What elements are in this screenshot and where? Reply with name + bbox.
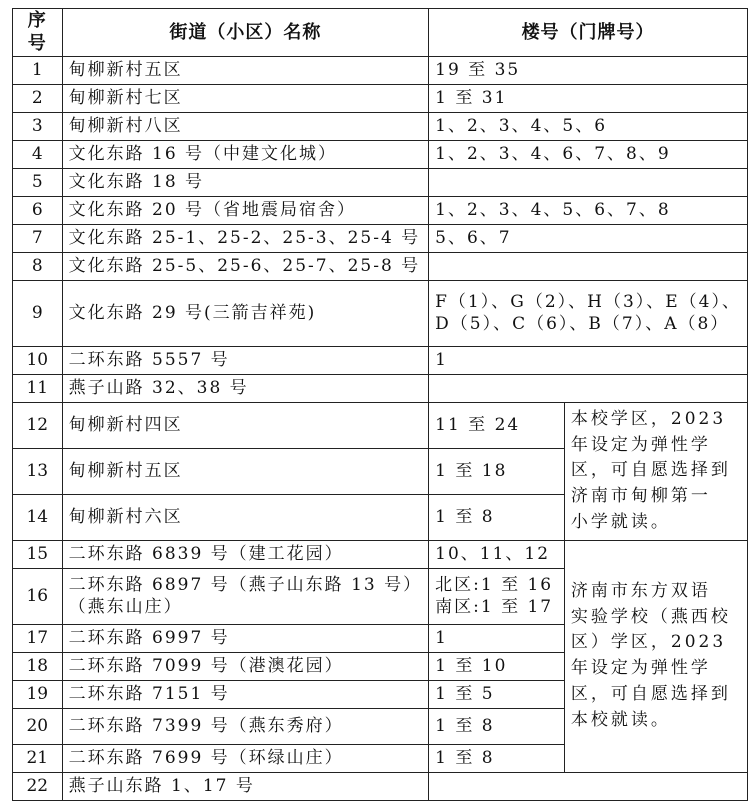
row-index: 13 bbox=[13, 448, 63, 494]
header-index: 序号 bbox=[13, 9, 63, 57]
street-name-line: 文化东路 20 号（省地震局宿舍） bbox=[68, 200, 357, 221]
building-numbers bbox=[429, 652, 565, 680]
building-numbers-line: 1、2、3、4、6、7、8、9 bbox=[435, 144, 671, 165]
street-name-line: 甸柳新村七区 bbox=[68, 88, 183, 109]
street-name-line: 燕子山东路 1、17 号 bbox=[68, 776, 255, 797]
building-numbers bbox=[429, 448, 565, 494]
street-name-line: 文化东路 16 号（中建文化城） bbox=[68, 144, 338, 165]
street-name-line: 甸柳新村八区 bbox=[68, 116, 183, 137]
table-row bbox=[13, 374, 748, 402]
street-name bbox=[62, 280, 429, 346]
street-name bbox=[62, 168, 429, 196]
building-numbers-line: 5、6、7 bbox=[435, 228, 512, 249]
row-index: 18 bbox=[13, 652, 63, 680]
street-name-line: 二环东路 7699 号（环绿山庄） bbox=[68, 748, 344, 769]
street-name bbox=[62, 196, 429, 224]
street-name-line: 文化东路 29 号(三箭吉祥苑) bbox=[68, 303, 317, 324]
table-body bbox=[13, 56, 748, 800]
row-index: 12 bbox=[13, 402, 63, 448]
table-row bbox=[13, 402, 748, 448]
building-numbers-line: 1 bbox=[435, 350, 448, 371]
street-name-line: 燕子山路 32、38 号 bbox=[68, 378, 249, 399]
district-note-line: 本校学区，2023 bbox=[570, 408, 727, 429]
street-name-line: 甸柳新村五区 bbox=[68, 60, 183, 81]
building-numbers-line: 1 至 8 bbox=[435, 507, 495, 528]
row-index: 4 bbox=[13, 140, 63, 168]
row-index: 11 bbox=[13, 374, 63, 402]
district-note-line: 实验学校（燕西校 bbox=[570, 606, 731, 627]
building-numbers bbox=[429, 346, 748, 374]
building-numbers-line: 1 至 8 bbox=[435, 716, 495, 737]
street-name-line: 二环东路 7099 号（港澳花园） bbox=[68, 656, 344, 677]
building-numbers bbox=[429, 772, 748, 800]
row-index: 15 bbox=[13, 540, 63, 568]
table-row bbox=[13, 140, 748, 168]
street-name bbox=[62, 448, 429, 494]
table-row bbox=[13, 540, 748, 568]
street-name bbox=[62, 112, 429, 140]
row-index: 9 bbox=[13, 280, 63, 346]
row-index: 22 bbox=[13, 772, 63, 800]
district-note-line: 区，可自愿选择到 bbox=[570, 460, 731, 481]
street-name bbox=[62, 252, 429, 280]
building-numbers-line: 1 至 8 bbox=[435, 748, 495, 769]
building-numbers-line: 1 至 10 bbox=[435, 656, 508, 677]
building-numbers bbox=[429, 84, 748, 112]
building-numbers bbox=[429, 374, 748, 402]
row-index: 1 bbox=[13, 56, 63, 84]
table-row bbox=[13, 112, 748, 140]
table-row bbox=[13, 252, 748, 280]
row-index: 21 bbox=[13, 744, 63, 772]
table-row bbox=[13, 196, 748, 224]
district-note-line: 济南市东方双语 bbox=[570, 580, 711, 601]
street-name bbox=[62, 224, 429, 252]
street-name bbox=[62, 374, 429, 402]
building-numbers bbox=[429, 280, 748, 346]
table-row bbox=[13, 84, 748, 112]
district-note-line: 年设定为弹性学 bbox=[570, 658, 711, 679]
building-numbers bbox=[429, 680, 565, 708]
district-note-line: 区）学区，2023 bbox=[570, 632, 727, 653]
district-table-wrapper bbox=[12, 8, 748, 801]
building-numbers bbox=[429, 56, 748, 84]
street-name bbox=[62, 708, 429, 744]
building-numbers-line: 南区:1 至 17 bbox=[435, 597, 554, 618]
street-name bbox=[62, 494, 429, 540]
street-name-line: 二环东路 7399 号（燕东秀府） bbox=[68, 716, 344, 737]
building-numbers bbox=[429, 402, 565, 448]
table-row bbox=[13, 280, 748, 346]
street-name bbox=[62, 56, 429, 84]
row-index: 17 bbox=[13, 624, 63, 652]
row-index: 3 bbox=[13, 112, 63, 140]
street-name-line: 甸柳新村四区 bbox=[68, 415, 183, 436]
street-name-line: 甸柳新村六区 bbox=[68, 507, 183, 528]
building-numbers-line: 北区:1 至 16 bbox=[435, 575, 554, 596]
header-building: 楼号（门牌号） bbox=[429, 9, 748, 57]
building-numbers bbox=[429, 224, 748, 252]
district-note-line: 济南市甸柳第一 bbox=[570, 486, 711, 507]
district-note-flexible-dianliu bbox=[564, 402, 747, 540]
building-numbers bbox=[429, 168, 748, 196]
street-name bbox=[62, 346, 429, 374]
street-name-line: 二环东路 5557 号 bbox=[68, 350, 230, 371]
table-row bbox=[13, 346, 748, 374]
street-name-line: 二环东路 7151 号 bbox=[68, 684, 230, 705]
row-index: 10 bbox=[13, 346, 63, 374]
header-street: 街道（小区）名称 bbox=[62, 9, 429, 57]
building-numbers-line: 1 bbox=[435, 628, 448, 649]
street-name-line: 文化东路 25-1、25-2、25-3、25-4 号 bbox=[68, 228, 421, 249]
district-note-flexible-dongfang bbox=[564, 540, 747, 772]
row-index: 8 bbox=[13, 252, 63, 280]
row-index: 6 bbox=[13, 196, 63, 224]
school-district-table bbox=[12, 8, 748, 801]
street-name bbox=[62, 772, 429, 800]
row-index: 19 bbox=[13, 680, 63, 708]
row-index: 16 bbox=[13, 568, 63, 624]
building-numbers bbox=[429, 568, 565, 624]
table-row bbox=[13, 224, 748, 252]
street-name bbox=[62, 84, 429, 112]
table-row bbox=[13, 772, 748, 800]
building-numbers-line: 1 至 5 bbox=[435, 684, 495, 705]
building-numbers bbox=[429, 708, 565, 744]
district-note-line: 区，可自愿选择到 bbox=[570, 684, 731, 705]
table-header-row bbox=[13, 9, 748, 57]
street-name bbox=[62, 402, 429, 448]
building-numbers-line: 1 至 18 bbox=[435, 461, 508, 482]
building-numbers bbox=[429, 540, 565, 568]
building-numbers-line: 11 至 24 bbox=[435, 415, 521, 436]
row-index: 5 bbox=[13, 168, 63, 196]
table-row bbox=[13, 168, 748, 196]
building-numbers bbox=[429, 196, 748, 224]
building-numbers-line: 1、2、3、4、5、6、7、8 bbox=[435, 200, 671, 221]
building-numbers-line: D（5）、C（6）、B（7）、A（8） bbox=[435, 314, 730, 335]
street-name bbox=[62, 680, 429, 708]
building-numbers bbox=[429, 140, 748, 168]
district-note-line: 小学就读。 bbox=[570, 512, 671, 533]
street-name-line: 二环东路 6839 号（建工花园） bbox=[68, 544, 344, 565]
building-numbers bbox=[429, 252, 748, 280]
building-numbers-line: 1 至 31 bbox=[435, 88, 508, 109]
building-numbers bbox=[429, 624, 565, 652]
row-index: 7 bbox=[13, 224, 63, 252]
street-name-line: 文化东路 18 号 bbox=[68, 172, 205, 193]
street-name-line: 二环东路 6897 号（燕子山东路 13 号） bbox=[68, 575, 423, 596]
building-numbers bbox=[429, 494, 565, 540]
street-name bbox=[62, 652, 429, 680]
street-name-line: 二环东路 6997 号 bbox=[68, 628, 230, 649]
district-note-line: 本校就读。 bbox=[570, 709, 671, 730]
street-name bbox=[62, 140, 429, 168]
building-numbers-line: 10、11、12 bbox=[435, 544, 551, 565]
street-name bbox=[62, 624, 429, 652]
street-name-line: 甸柳新村五区 bbox=[68, 461, 183, 482]
street-name bbox=[62, 744, 429, 772]
building-numbers bbox=[429, 744, 565, 772]
building-numbers-line: 19 至 35 bbox=[435, 60, 521, 81]
row-index: 14 bbox=[13, 494, 63, 540]
building-numbers bbox=[429, 112, 748, 140]
street-name-line: （燕东山庄） bbox=[68, 597, 183, 618]
table-row bbox=[13, 56, 748, 84]
district-note-line: 年设定为弹性学 bbox=[570, 434, 711, 455]
row-index: 2 bbox=[13, 84, 63, 112]
street-name bbox=[62, 568, 429, 624]
street-name-line: 文化东路 25-5、25-6、25-7、25-8 号 bbox=[68, 256, 421, 277]
street-name bbox=[62, 540, 429, 568]
building-numbers-line: F（1）、G（2）、H（3）、E（4）、 bbox=[435, 292, 741, 313]
building-numbers-line: 1、2、3、4、5、6 bbox=[435, 116, 608, 137]
row-index: 20 bbox=[13, 708, 63, 744]
